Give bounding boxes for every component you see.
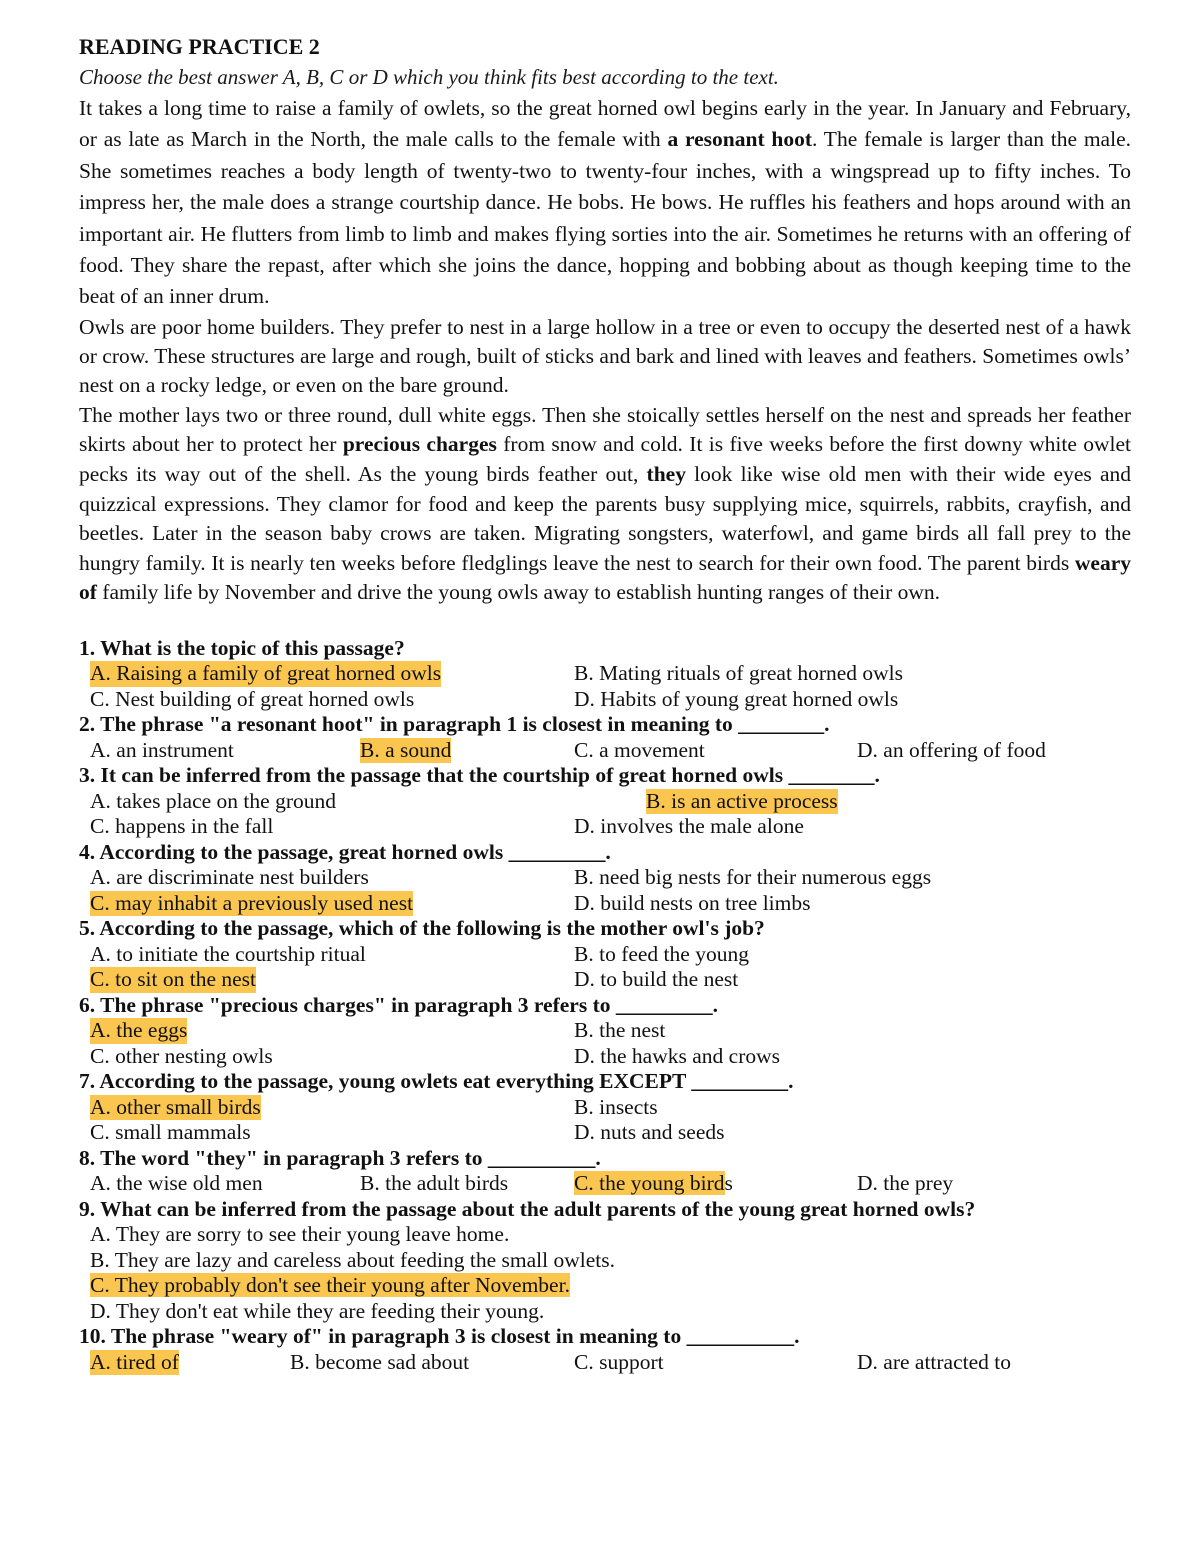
paragraph-3-text-b: from snow and cold. It is five weeks before the first downy white owlet pecks its way out of the shell. As the young birds feather out, (79, 432, 1131, 486)
question-5-row-2 (79, 967, 1131, 993)
question-2-option-d[interactable]: D. an offering of food (857, 737, 1046, 762)
question-6-option-d[interactable]: D. the hawks and crows (574, 1043, 780, 1068)
paragraph-3-bold-phrase-3: weary of (79, 550, 1131, 605)
paragraph-3-text-a: The mother lays two or three round, dull white eggs. Then she stoically settles herself on the nest and spreads her feather skirts about her to protect her (79, 402, 1131, 457)
question-6-prompt: 6. The phrase "precious charges" in paragraph 3 refers to _________. (79, 992, 718, 1017)
question-3-option-b[interactable]: B. is an active process (646, 788, 838, 813)
question-5-option-c[interactable]: C. to sit on the nest (90, 967, 257, 992)
question-10-row-1 (79, 1350, 1131, 1376)
question-1-prompt: 1. What is the topic of this passage? (79, 635, 405, 660)
question-5-row-1 (79, 942, 1131, 968)
question-1-row-1 (79, 661, 1131, 687)
paragraph-3-bold-phrase-1: precious charges (342, 432, 497, 457)
question-6-row-1 (79, 1018, 1131, 1044)
question-4-option-a[interactable]: A. are discriminate nest builders (90, 865, 369, 890)
reading-passage (79, 93, 1131, 608)
question-10-prompt: 10. The phrase "weary of" in paragraph 3 is closest in meaning to __________. (79, 1324, 800, 1349)
question-1-option-a[interactable]: A. Raising a family of great horned owls (90, 661, 442, 686)
question-5-option-a[interactable]: A. to initiate the courtship ritual (90, 941, 366, 966)
paragraph-2: Owls are poor home builders. They prefer to nest in a large hollow in a tree or even to occupy the deserted nest of a hawk or crow. These structures are large and rough, built of sticks and bark and lined with leaves and feathers. Sometimes owls’ nest on a rocky ledge, or even on the bare ground. (79, 314, 1131, 398)
question-6-option-c[interactable]: C. other nesting owls (90, 1043, 273, 1068)
question-2-option-c[interactable]: C. a movement (574, 737, 705, 762)
question-9-option-b[interactable]: B. They are lazy and careless about feeding the small owlets. (90, 1247, 615, 1272)
question-4-row-2 (79, 891, 1131, 917)
question-9-option-c-line (79, 1273, 1131, 1299)
question-1-option-d[interactable]: D. Habits of young great horned owls (574, 686, 899, 711)
question-4-option-c[interactable]: C. may inhabit a previously used nest (90, 890, 414, 915)
question-7-row-2 (79, 1120, 1131, 1146)
question-10-option-b[interactable]: B. become sad about (290, 1349, 470, 1374)
page-title: READING PRACTICE 2 (79, 34, 320, 59)
question-8-option-c[interactable] (574, 1171, 733, 1197)
question-1-option-b[interactable]: B. Mating rituals of great horned owls (574, 661, 904, 686)
question-5-option-b[interactable]: B. to feed the young (574, 941, 749, 966)
question-9-option-c[interactable]: C. They probably don't see their young after November. (90, 1273, 570, 1298)
paragraph-3-text-c: look like wise old men with their wide eyes and quizzical expressions. They clamor for food and keep the parents busy supplying mice, squirrels, rabbits, crayfish, and beetles. Later in the season baby crows are taken. Migrating songsters, waterfowl, and game birds all fall prey to the hungry family. It is nearly ten weeks before fledglings leave the nest to search for their own food. The parent birds (79, 461, 1131, 575)
question-7-option-c[interactable]: C. small mammals (90, 1120, 251, 1145)
question-8-option-d[interactable]: D. the prey (857, 1171, 954, 1196)
question-6-option-b[interactable]: B. the nest (574, 1018, 666, 1043)
question-8-option-c-highlight: C. the young bird (574, 1171, 725, 1196)
question-3-option-d[interactable]: D. involves the male alone (574, 814, 804, 839)
question-8-option-c-rest: s (724, 1171, 733, 1196)
question-2-option-b[interactable]: B. a sound (360, 737, 452, 762)
question-2-row-1 (79, 738, 1131, 764)
paragraph-1 (79, 93, 1131, 313)
question-5-option-d[interactable]: D. to build the nest (574, 967, 739, 992)
question-5-prompt: 5. According to the passage, which of the following is the mother owl's job? (79, 916, 765, 941)
question-1-row-2 (79, 687, 1131, 713)
spacer (79, 608, 1131, 636)
question-6-row-2 (79, 1044, 1131, 1070)
question-6-option-a[interactable]: A. the eggs (90, 1018, 188, 1043)
question-3-row-2 (79, 814, 1131, 840)
question-1-option-c[interactable]: C. Nest building of great horned owls (90, 686, 415, 711)
question-list (79, 636, 1131, 1376)
paragraph-3 (79, 401, 1131, 608)
question-3-option-a[interactable]: A. takes place on the ground (90, 788, 336, 813)
question-8-option-b[interactable]: B. the adult birds (360, 1171, 509, 1196)
question-7-option-b[interactable]: B. insects (574, 1094, 658, 1119)
question-4-row-1 (79, 865, 1131, 891)
paragraph-1-text-b: . The female is larger than the male. She sometimes reaches a body length of twenty-two to twenty-four inches, with a wingspread up to fifty inches. To impress her, the male does a strange courtship dance. He bobs. He bows. He ruffles his feathers and hops around with an important air. He flutters from limb to limb and makes flying sorties into the air. Sometimes he returns with an offering of food. They share the repast, after which she joins the dance, hopping and bobbing about as though keeping time to the beat of an inner drum. (79, 127, 1131, 309)
question-4-prompt: 4. According to the passage, great horned owls _________. (79, 839, 611, 864)
question-7-row-1 (79, 1095, 1131, 1121)
question-9-prompt: 9. What can be inferred from the passage about the adult parents of the young great horned owls? (79, 1196, 976, 1221)
question-7-option-d[interactable]: D. nuts and seeds (574, 1120, 725, 1145)
question-4-option-d[interactable]: D. build nests on tree limbs (574, 890, 811, 915)
question-2-prompt: 2. The phrase "a resonant hoot" in paragraph 1 is closest in meaning to ________. (79, 712, 830, 737)
question-8-row-1 (79, 1171, 1131, 1197)
question-7-option-a[interactable]: A. other small birds (90, 1094, 261, 1119)
question-10-option-a[interactable]: A. tired of (90, 1349, 179, 1374)
question-7-prompt: 7. According to the passage, young owlets eat everything EXCEPT _________. (79, 1069, 794, 1094)
document-page (79, 32, 1131, 1375)
question-9-option-d[interactable]: D. They don't eat while they are feeding their young. (90, 1298, 545, 1323)
paragraph-1-text-a: It takes a long time to raise a family of owlets, so the great horned owl begins early in the year. In January and February, or as late as March in the North, the male calls to the female with (79, 96, 1131, 152)
instruction-text: Choose the best answer A, B, C or D which you think fits best according to the text. (79, 65, 779, 89)
question-9-option-a[interactable]: A. They are sorry to see their young leave home. (90, 1222, 510, 1247)
question-3-option-c[interactable]: C. happens in the fall (90, 814, 274, 839)
question-8-option-a[interactable]: A. the wise old men (90, 1171, 263, 1196)
paragraph-3-text-d: family life by November and drive the young owls away to establish hunting ranges of their own. (96, 580, 941, 605)
question-4-option-b[interactable]: B. need big nests for their numerous eggs (574, 865, 932, 890)
paragraph-3-bold-phrase-2: they (646, 461, 686, 486)
question-10-option-d[interactable]: D. are attracted to (857, 1349, 1011, 1374)
question-10-option-c[interactable]: C. support (574, 1349, 664, 1374)
question-2-option-a[interactable]: A. an instrument (90, 737, 234, 762)
question-8-prompt: 8. The word "they" in paragraph 3 refers to __________. (79, 1145, 601, 1170)
question-3-prompt: 3. It can be inferred from the passage that the courtship of great horned owls ________. (79, 763, 880, 788)
paragraph-1-bold-phrase: a resonant hoot (667, 127, 813, 152)
question-3-row-1 (79, 789, 1131, 815)
